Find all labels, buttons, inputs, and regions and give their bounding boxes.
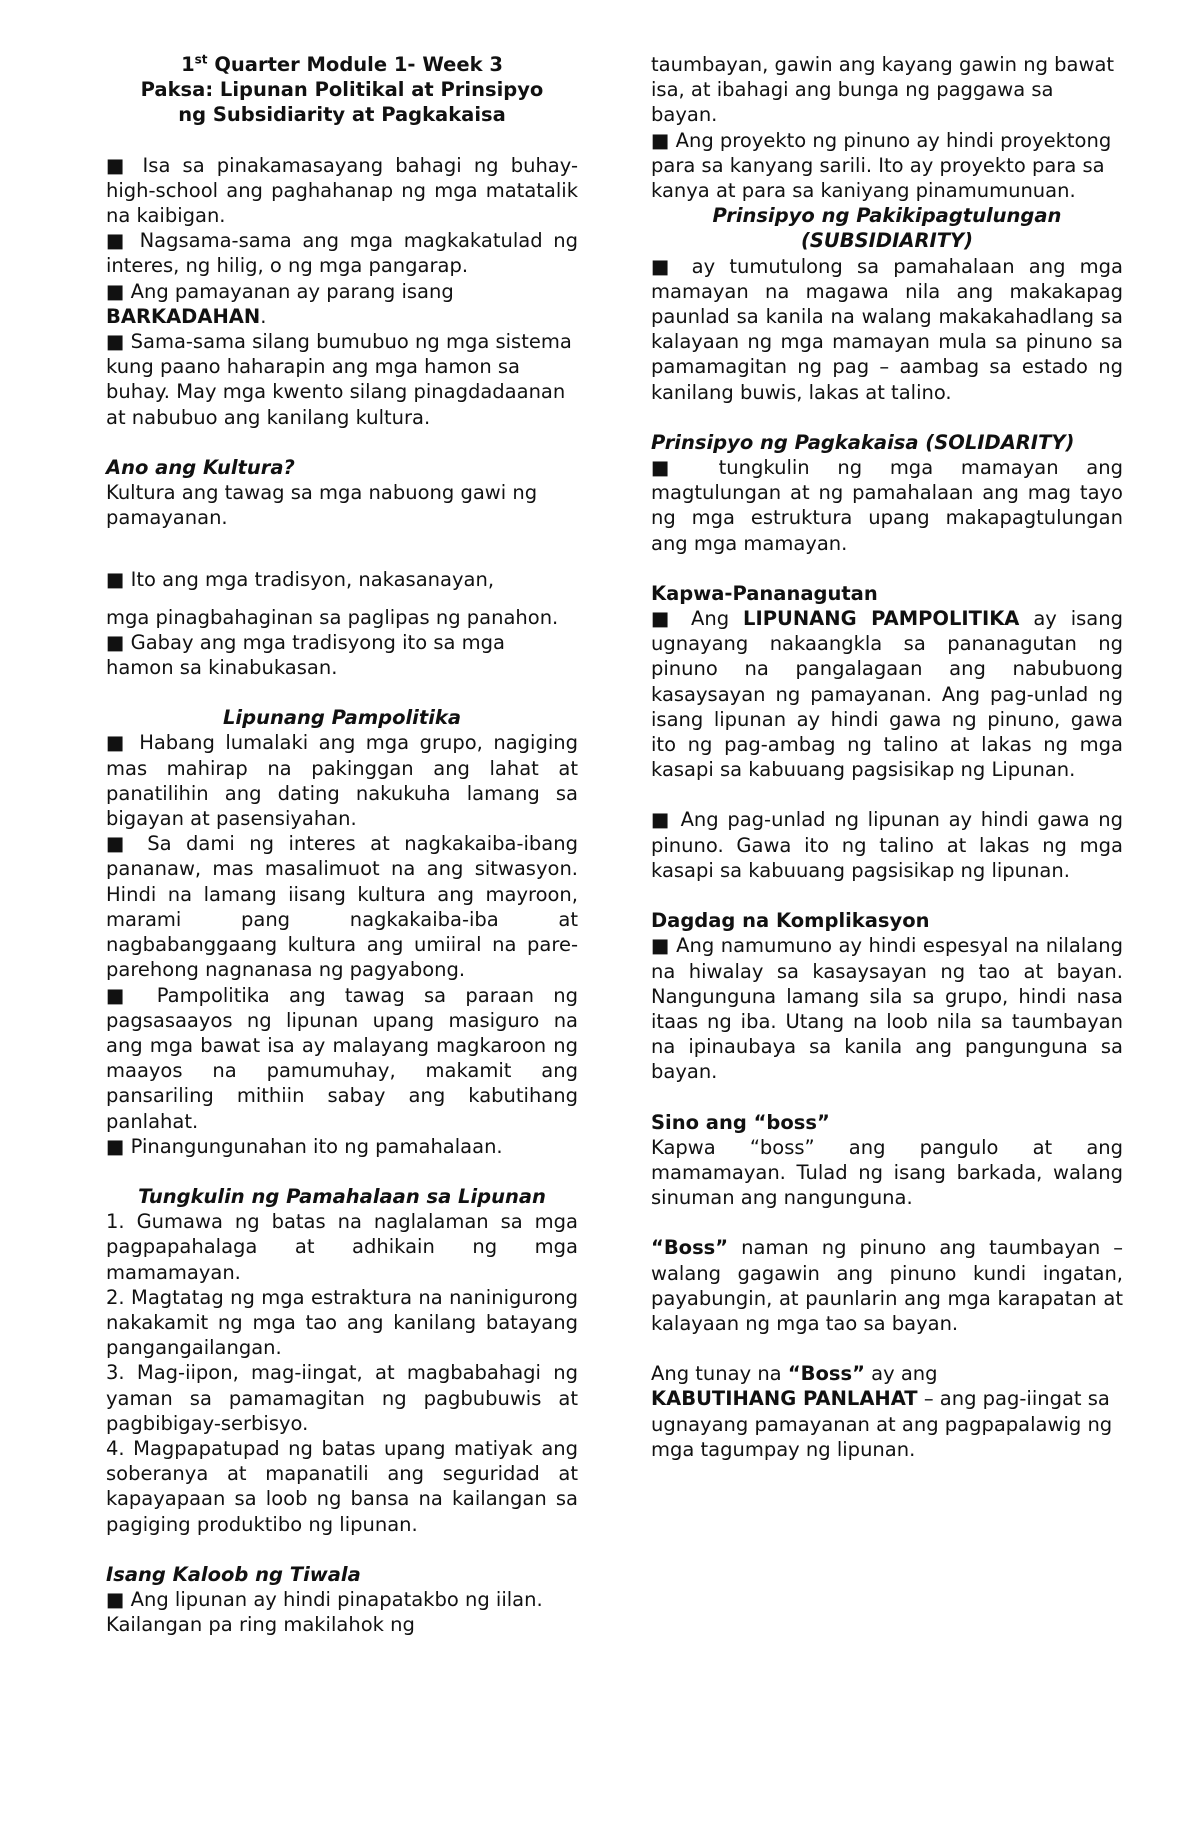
barkadahan-term: BARKADAHAN [106, 304, 261, 328]
kabutihang-panlahat-term: KABUTIHANG PANLAHAT [651, 1387, 918, 1411]
dagdag-heading: Dagdag na Komplikasyon [651, 909, 930, 933]
subsidiarity-heading-line-1: Prinsipyo ng Pakikipagtulungan [712, 204, 1062, 228]
tungkulin-item-3: 3. Mag-iipon, mag-iingat, at magbabahagi ng yaman sa pamamagitan ng pagbubuwis at pagbibigay-serbisyo. [106, 1361, 578, 1435]
kaloob-heading: Isang Kaloob ng Tiwala [106, 1562, 361, 1586]
solidarity-heading: Prinsipyo ng Pagkakaisa (SOLIDARITY) [651, 430, 1075, 454]
dagdag-text: ■ Ang namumuno ay hindi espesyal na nilalang na hiwalay sa kasaysayan ng tao at bayan. Nangunguna lamang sila sa grupo, hindi nasa itaas ng iba. Utang na loob nila sa taumbayan na ipinaubaya sa kanila ang pangunguna sa bayan. [651, 934, 1123, 1084]
tungkulin-item-4: 4. Magpapatupad ng batas upang matiyak ang soberanya at mapanatili ang seguridad at kapayapaan sa loob ng bansa na kailangan sa pagiging produktibo ng lipunan. [106, 1436, 578, 1536]
boss-text-2-rest: naman ng pinuno ang taumbayan – walang gagawin ang pinuno kundi ingatan, payabungin, at paunlarin ang mga karapatan at kalayaan ng mga tao sa bayan. [651, 1236, 1123, 1335]
tunay-text-mid: ay ang [864, 1362, 938, 1386]
boss-text-1: Kapwa “boss” ang pangulo at ang mamamayan. Tulad ng isang barkada, walang sinuman ang nangunguna. [651, 1135, 1123, 1210]
proyekto-text: ■ Ang proyekto ng pinuno ay hindi proyektong para sa kanyang sarili. Ito ay proyekto para sa kanya at para sa kaniyang pinamumunuan. [651, 128, 1112, 203]
tunay-boss-text [651, 1361, 1123, 1462]
kultura-definition: Kultura ang tawag sa mga nabuong gawi ng pamayanan. [106, 481, 538, 530]
kultura-item-1: ■ Ito ang mga tradisyon, nakasanayan, [106, 568, 495, 592]
lipunang-item-3: ■ Pampolitika ang tawag sa paraan ng pagsasaayos ng lipunan upang masiguro na ang mga bawat isa ay malayang magkaroon ng maayos na pamumuhay, makamit ang pansariling mithiin sabay ang kabutihang panlahat. [106, 983, 578, 1133]
module-title-line-2: Paksa: Lipunan Politikal at Prinsipyo [140, 78, 544, 102]
right-column [651, 52, 1123, 1462]
kapwa-pananagutan-text [651, 606, 1123, 782]
boss-text-2 [651, 1235, 1123, 1336]
lipunang-item-4: ■ Pinangungunahan ito ng pamahalaan. [106, 1134, 503, 1158]
boss-term: “Boss” [651, 1236, 729, 1260]
tunay-text-start: Ang tunay na [651, 1362, 788, 1386]
tungkulin-heading: Tungkulin ng Pamahalaan sa Lipunan [138, 1184, 546, 1208]
subsidiarity-text: ■ ay tumutulong sa pamahalaan ang mga mamayan na magawa nila ang makakapag paunlad sa kanila na walang makakahadlang sa kalayaan ng mga mamayan mula sa pinuno sa pamamagitan ng pag – aambag sa estado ng kanilang buwis, lakas at talino. [651, 254, 1123, 404]
title-ordinal-suffix: st [194, 52, 208, 67]
solidarity-text: ■ tungkulin ng mga mamayan ang magtulungan at ng pamahalaan ang mag tayo ng mga estruktura upang makapagtulungan ang mga mamayan. [651, 456, 1123, 555]
tunay-boss-term: “Boss” [787, 1362, 865, 1386]
intro-paragraph-1: ■ Isa sa pinakamasayang bahagi ng buhay-high-school ang paghahanap ng mga matatalik na kaibigan. [106, 153, 578, 228]
kultura-item-3: ■ Gabay ang mga tradisyong ito sa mga hamon sa kinabukasan. [106, 630, 505, 680]
title-ordinal-number: 1 [181, 53, 195, 76]
module-title-line-3: ng Subsidiarity at Pagkakaisa [178, 103, 506, 127]
kultura-heading: Ano ang Kultura? [106, 455, 295, 479]
continued-text: taumbayan, gawin ang kayang gawin ng bawat isa, at ibahagi ang bunga ng paggawa sa bayan. [651, 53, 1115, 127]
boss-heading: Sino ang “boss” [651, 1110, 830, 1134]
kapwa-pananagutan-heading: Kapwa-Pananagutan [651, 581, 878, 605]
lipunang-pampolitika-heading: Lipunang Pampolitika [223, 706, 461, 730]
left-column [106, 52, 578, 1637]
module-title-line-1 [106, 52, 578, 77]
kapwa-pananagutan-text-2: ■ Ang pag-unlad ng lipunan ay hindi gawa ng pinuno. Gawa ito ng talino at lakas ng mga kasapi sa kabuuang pagsisikap ng lipunan. [651, 808, 1123, 882]
subsidiarity-heading-line-2: (SUBSIDIARITY) [800, 229, 974, 253]
tungkulin-item-1: 1. Gumawa ng batas na naglalaman sa mga pagpapahalaga at adhikain ng mga mamamayan. [106, 1210, 578, 1284]
lipunang-pampolitika-term: LIPUNANG PAMPOLITIKA [743, 607, 1020, 631]
intro-paragraph-3: ■ Ang pamayanan ay parang isang BARKADAHAN. [106, 279, 454, 328]
kapwa-text-start: ■ Ang [651, 607, 744, 631]
kaloob-text: ■ Ang lipunan ay hindi pinapatakbo ng iilan. Kailangan pa ring makilahok ng [106, 1587, 543, 1637]
lipunang-item-1: ■ Habang lumalaki ang mga grupo, nagiging mas mahirap na pakinggan ang lahat at panatilihin ang dating nakukuha lamang sa bigayan at pasensiyahan. [106, 731, 578, 831]
intro-paragraph-4: ■ Sama-sama silang bumubuo ng mga sistema kung paano haharapin ang mga hamon sa buhay. May mga kwento silang pinagdadaanan at nabubuo ang kanilang kultura. [106, 330, 572, 429]
title-line-1-text: Quarter Module 1- Week 3 [207, 53, 503, 76]
intro-paragraph-3-text: ■ Ang pamayanan ay parang isang [106, 279, 454, 303]
tunay-text-rest: – ang pag-iingat sa ugnayang pamayanan at ang pagpapalawig ng mga tagumpay ng lipunan. [651, 1387, 1113, 1461]
intro-paragraph-2: ■ Nagsama-sama ang mga magkakatulad ng interes, ng hilig, o ng mga pangarap. [106, 229, 578, 278]
tungkulin-item-2: 2. Magtatag ng mga estraktura na naninigurong nakakamit ng mga tao ang kanilang batayang pangangailangan. [106, 1285, 578, 1360]
kultura-item-2: mga pinagbahaginan sa paglipas ng panahon. [106, 605, 559, 629]
lipunang-item-2: ■ Sa dami ng interes at nagkakaiba-ibang pananaw, mas masalimuot na ang sitwasyon. Hindi na lamang iisang kultura ang mayroon, marami pang nagkakaiba-iba at nagbabanggaang kultura ang umiiral na pare-parehong nagnanasa ng pagyabong. [106, 832, 578, 982]
kapwa-text-rest: ay isang ugnayang nakaangkla sa pananagutan ng pinuno na pangalagaan ang nabubuong kasaysayan ng pamayanan. Ang pag-unlad ng isang lipunan ay hindi gawa ng pinuno, gawa ito ng pag-ambag ng talino at lakas ng mga kasapi sa kabuuang pagsisikap ng Lipunan. [651, 607, 1123, 782]
